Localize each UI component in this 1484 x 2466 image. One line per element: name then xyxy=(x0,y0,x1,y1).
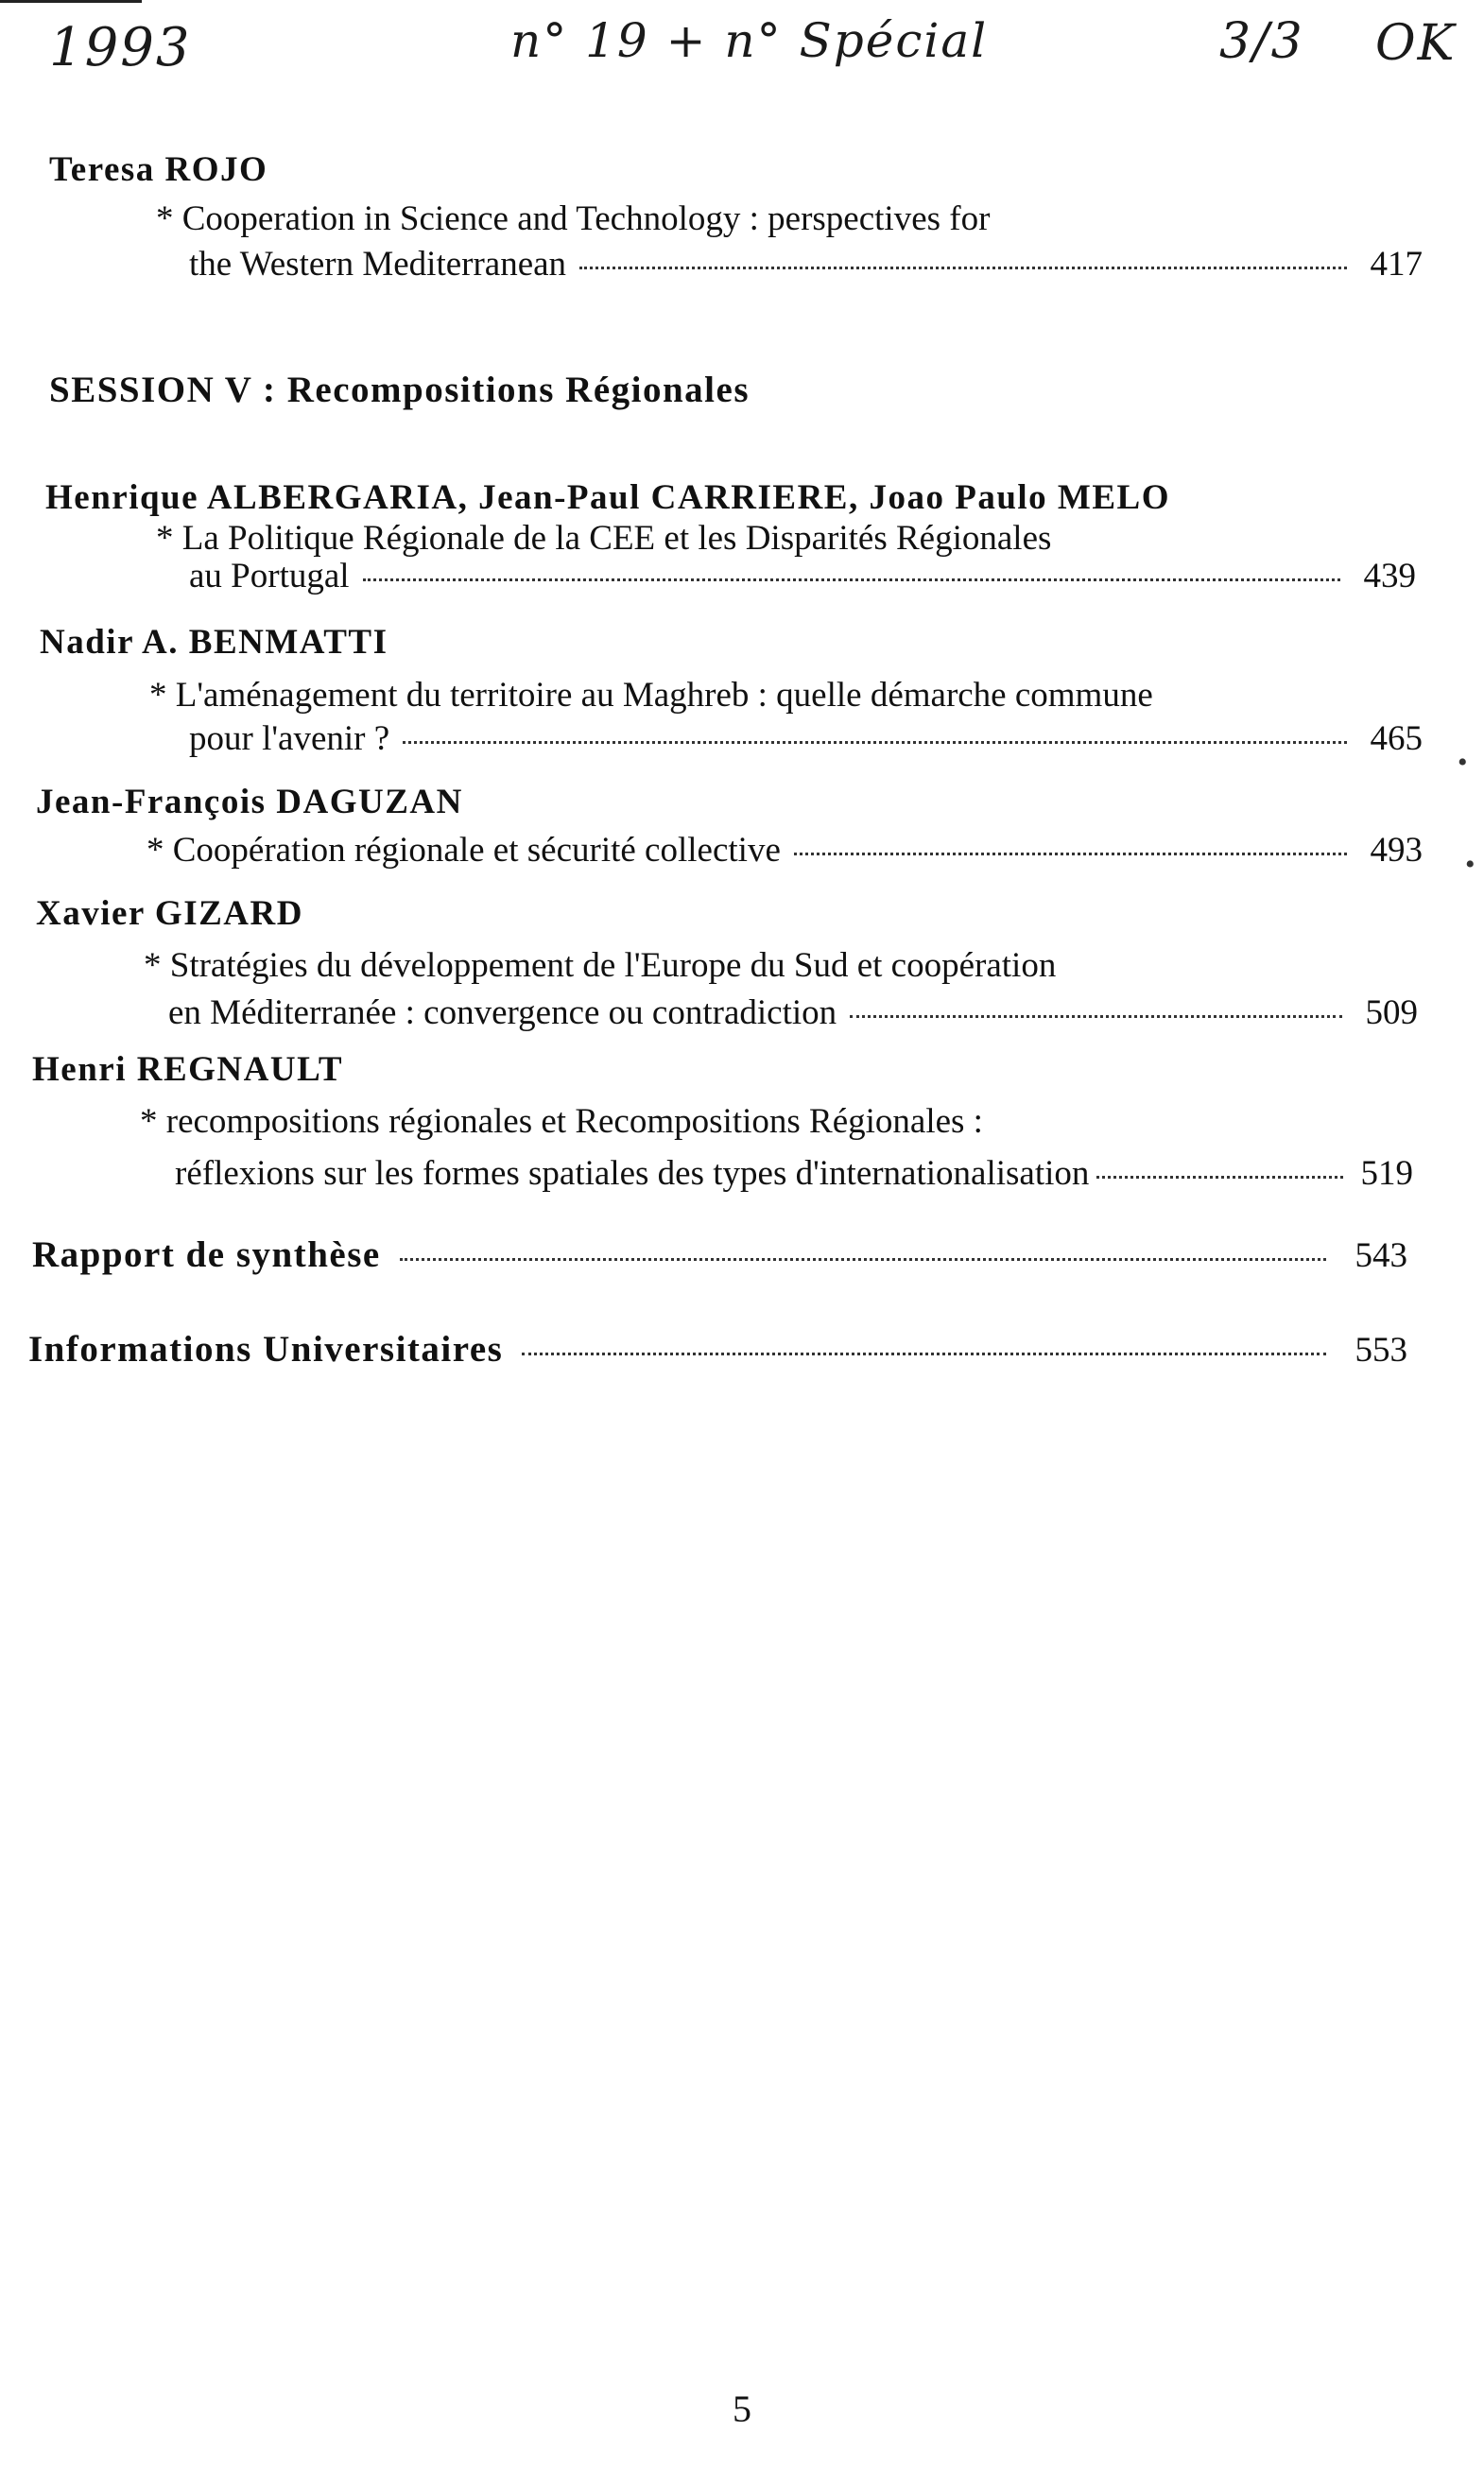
scan-speck: • xyxy=(1465,849,1475,880)
toc-page: 509 xyxy=(1365,993,1418,1032)
toc-page: 439 xyxy=(1363,557,1416,595)
toc-author: Henri REGNAULT xyxy=(32,1050,344,1089)
toc-line xyxy=(189,556,1416,596)
toc-author: Henrique ALBERGARIA, Jean-Paul CARRIERE, Joao Paulo MELO xyxy=(45,478,1170,517)
toc-section-label: Informations Universitaires xyxy=(28,1329,504,1370)
toc-author: Nadir A. BENMATTI xyxy=(40,623,388,662)
leader-dots xyxy=(522,1353,1326,1355)
toc-title-line: * Stratégies du développement de l'Europe du Sud et coopération xyxy=(144,946,1057,985)
page-number: 5 xyxy=(733,2388,751,2430)
session-heading: SESSION V : Recompositions Régionales xyxy=(49,370,750,410)
handwritten-count: 3/3 xyxy=(1219,13,1304,70)
toc-line xyxy=(175,1153,1413,1194)
toc-page: 417 xyxy=(1370,245,1423,284)
toc-line xyxy=(168,992,1418,1033)
leader-dots xyxy=(794,853,1347,855)
handwritten-check: OK xyxy=(1375,15,1457,72)
leader-dots xyxy=(579,267,1347,269)
scan-edge-mark xyxy=(0,0,142,3)
toc-section xyxy=(28,1328,1407,1371)
toc-page: 543 xyxy=(1355,1236,1407,1275)
leader-dots xyxy=(850,1015,1342,1018)
leader-dots xyxy=(403,741,1347,744)
leader-dots xyxy=(1096,1176,1343,1179)
toc-page: 519 xyxy=(1360,1154,1413,1193)
scan-speck: • xyxy=(1458,747,1468,778)
toc-section-label: Rapport de synthèse xyxy=(32,1234,381,1275)
toc-section xyxy=(32,1233,1407,1276)
toc-author: Teresa ROJO xyxy=(49,150,268,189)
toc-title-line: * Cooperation in Science and Technology : perspectives for xyxy=(156,199,991,238)
handwritten-year: 1993 xyxy=(49,17,192,78)
toc-title-line: the Western Mediterranean xyxy=(189,245,567,284)
toc-title-line: pour l'avenir ? xyxy=(189,719,390,758)
toc-title-line: au Portugal xyxy=(189,557,350,595)
toc-author: Xavier GIZARD xyxy=(36,894,303,933)
toc-line xyxy=(189,244,1423,285)
toc-page: 493 xyxy=(1370,831,1423,870)
toc-title-line: * L'aménagement du territoire au Maghreb : quelle démarche commune xyxy=(149,676,1153,715)
leader-dots xyxy=(400,1258,1326,1261)
toc-title-line: en Méditerranée : convergence ou contradiction xyxy=(168,993,837,1032)
leader-dots xyxy=(363,578,1340,581)
toc-title-line: * recompositions régionales et Recompositions Régionales : xyxy=(140,1102,983,1141)
toc-line xyxy=(189,718,1423,759)
toc-line xyxy=(147,830,1423,871)
toc-author: Jean-François DAGUZAN xyxy=(36,783,463,821)
toc-title-line: * La Politique Régionale de la CEE et les Disparités Régionales xyxy=(156,519,1052,558)
toc-title-line: réflexions sur les formes spatiales des types d'internationalisation xyxy=(175,1154,1090,1193)
toc-title-line: * Coopération régionale et sécurité collective xyxy=(147,831,781,870)
toc-page: 465 xyxy=(1370,719,1423,758)
handwritten-issue: n° 19 + n° Spécial xyxy=(510,13,989,68)
toc-page: 553 xyxy=(1355,1331,1407,1370)
